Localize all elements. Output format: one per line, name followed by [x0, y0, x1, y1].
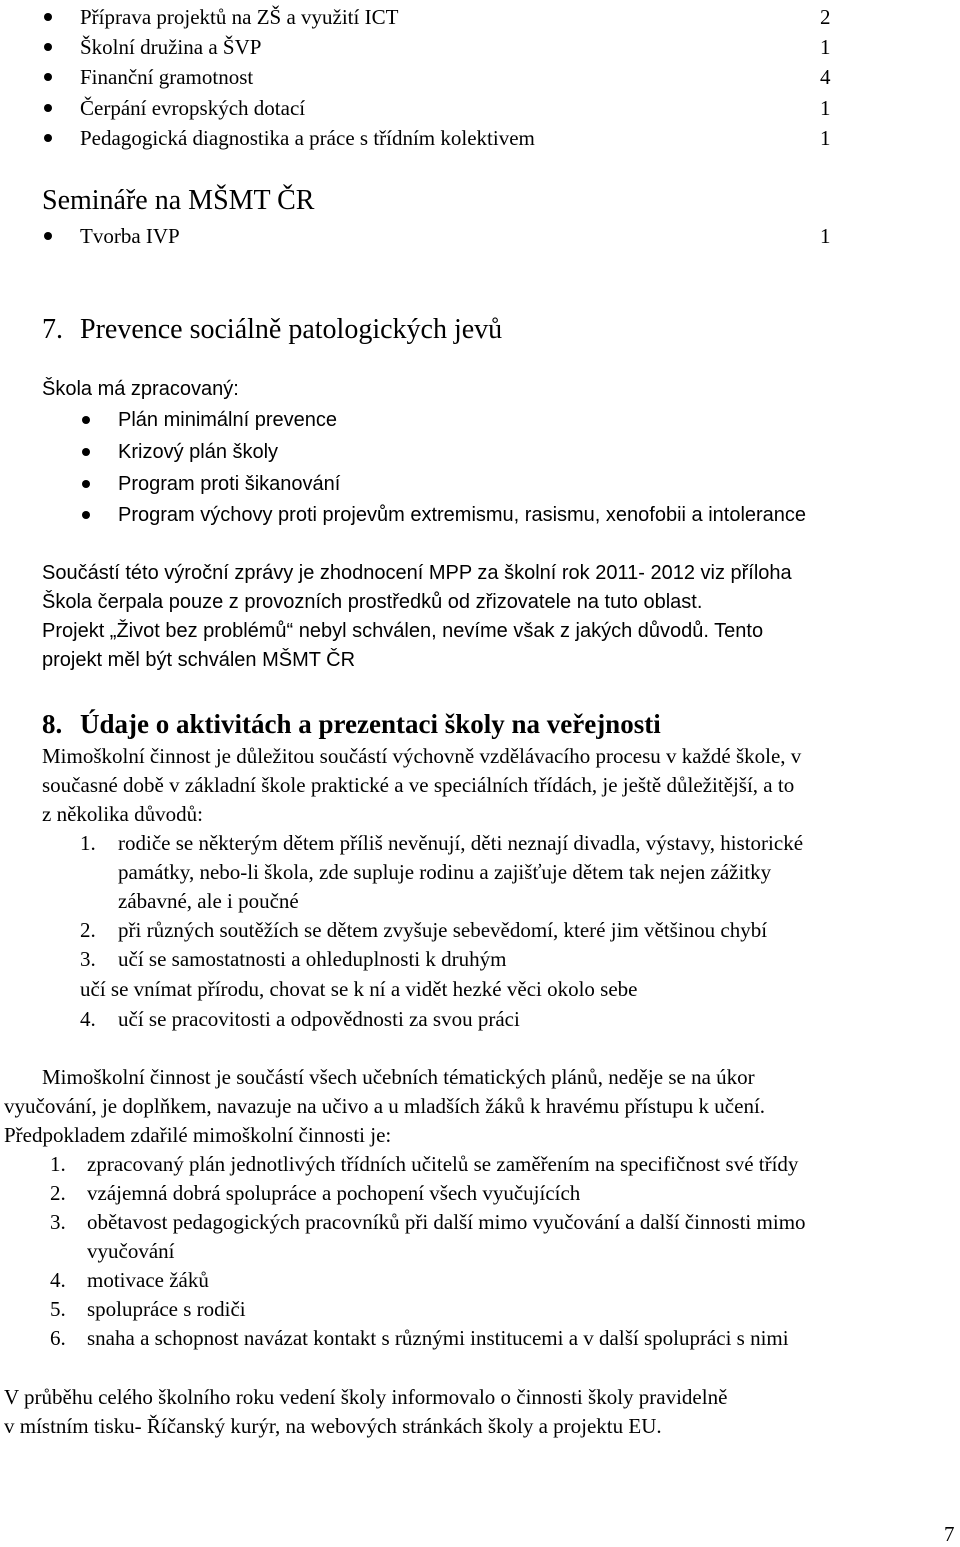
list-item-line: rodiče se některým dětem příliš nevěnují, děti neznají divadla, výstavy, historické [118, 831, 804, 855]
bullet-icon [44, 73, 52, 81]
list-item: Plán minimální prevence [118, 409, 337, 431]
list-item-line: snaha a schopnost navázat kontakt s různými institucemi a v další spolupráci s nimi [87, 1326, 789, 1350]
list-item-line: vzájemná dobrá spolupráce a pochopení všech vyučujících [87, 1181, 581, 1205]
paragraph-line: Mimoškolní činnost je důležitou součástí výchovně vzdělávacího procesu v každé škole, v [42, 744, 802, 768]
paragraph-line: V průběhu celého školního roku vedení školy informovalo o činnosti školy pravidelně [4, 1385, 728, 1409]
section-number: 7. [42, 314, 63, 345]
paragraph-line: vyučování, je doplňkem, navazuje na učivo a u mladších žáků k hravému přístupu k učení. [4, 1094, 766, 1118]
list-number: 2. [50, 1181, 66, 1205]
list-number: 4. [50, 1268, 66, 1292]
list-item-label: Čerpání evropských dotací [80, 96, 306, 120]
paragraph-line: z několika důvodů: [42, 802, 203, 826]
paragraph-line: Předpokladem zdařilé mimoškolní činnosti je: [4, 1123, 392, 1147]
bullet-icon [82, 416, 90, 424]
list-item-line: památky, nebo-li škola, zde supluje rodinu a zajišťuje dětem tak nejen zážitky [118, 860, 772, 884]
section-number: 8. [42, 709, 63, 739]
bullet-icon [44, 43, 52, 51]
bullet-icon [44, 13, 52, 21]
list-item-count: 1 [820, 126, 831, 150]
paragraph-line: v místním tisku- Říčanský kurýr, na webových stránkách školy a projektu EU. [4, 1414, 662, 1438]
list-number: 3. [50, 1210, 66, 1234]
paragraph-line: současné době v základní škole praktické a ve speciálních třídách, je ještě důležitější, a to [42, 773, 795, 797]
list-item-line: vyučování [87, 1239, 175, 1263]
list-item-label: Školní družina a ŠVP [80, 35, 262, 59]
list-item-label: Příprava projektů na ZŠ a využití ICT [80, 5, 399, 29]
list-number: 2. [80, 918, 96, 942]
list-item-count: 1 [820, 96, 831, 120]
list-number: 1. [50, 1152, 66, 1176]
paragraph-line: Součástí této výroční zprávy je zhodnocení MPP za školní rok 2011- 2012 viz příloha [42, 562, 792, 584]
seminar-item-count: 1 [820, 224, 831, 248]
list-item: Krizový plán školy [118, 441, 279, 463]
list-number: 3. [80, 947, 96, 971]
list-item-line: zpracovaný plán jednotlivých třídních učitelů se zaměřením na specifičnost své třídy [87, 1152, 799, 1176]
list-item-line: spolupráce s rodiči [87, 1297, 246, 1321]
bullet-icon [82, 511, 90, 519]
bullet-icon [44, 134, 52, 142]
list-item-count: 4 [820, 65, 831, 89]
list-item-line: při různých soutěžích se dětem zvyšuje sebevědomí, které jim většinou chybí [118, 918, 768, 942]
list-number: 4. [80, 1007, 96, 1031]
section-intro: Škola má zpracovaný: [42, 378, 239, 400]
list-number: 1. [80, 831, 96, 855]
list-item-count: 1 [820, 35, 831, 59]
list-number: 6. [50, 1326, 66, 1350]
list-item-count: 2 [820, 5, 831, 29]
list-item-line: motivace žáků [87, 1268, 209, 1292]
list-item: Program proti šikanování [118, 473, 341, 495]
section-title: Prevence sociálně patologických jevů [80, 314, 503, 345]
list-item-line: obětavost pedagogických pracovníků při další mimo vyučování a další činnosti mimo [87, 1210, 806, 1234]
bullet-icon [44, 104, 52, 112]
list-item-label: Finanční gramotnost [80, 65, 254, 89]
list-item-line: učí se pracovitosti a odpovědnosti za svou práci [118, 1007, 520, 1031]
list-item-line: zábavné, ale i poučné [118, 889, 299, 913]
paragraph-line: Škola čerpala pouze z provozních prostředků od zřizovatele na tuto oblast. [42, 591, 703, 613]
paragraph-line: Mimoškolní činnost je součástí všech učebních tématických plánů, neděje se na úkor [42, 1065, 755, 1089]
seminar-item-label: Tvorba IVP [80, 224, 180, 248]
seminars-heading: Semináře na MŠMT ČR [42, 185, 315, 216]
list-item-label: Pedagogická diagnostika a práce s třídním kolektivem [80, 126, 535, 150]
paragraph-line: Projekt „Život bez problémů“ nebyl schválen, nevíme však z jakých důvodů. Tento [42, 620, 764, 642]
paragraph-line: projekt měl být schválen MŠMT ČR [42, 649, 356, 671]
list-item: Program výchovy proti projevům extremismu, rasismu, xenofobii a intolerance [118, 504, 807, 526]
list-number: 5. [50, 1297, 66, 1321]
bullet-icon [82, 480, 90, 488]
list-item-line: učí se samostatnosti a ohleduplnosti k druhým [118, 947, 507, 971]
list-item-line: učí se vnímat přírodu, chovat se k ní a vidět hezké věci okolo sebe [80, 977, 638, 1001]
page-number: 7 [944, 1522, 955, 1546]
bullet-icon [44, 232, 52, 240]
section-title: Údaje o aktivitách a prezentaci školy na veřejnosti [80, 709, 661, 739]
bullet-icon [82, 448, 90, 456]
